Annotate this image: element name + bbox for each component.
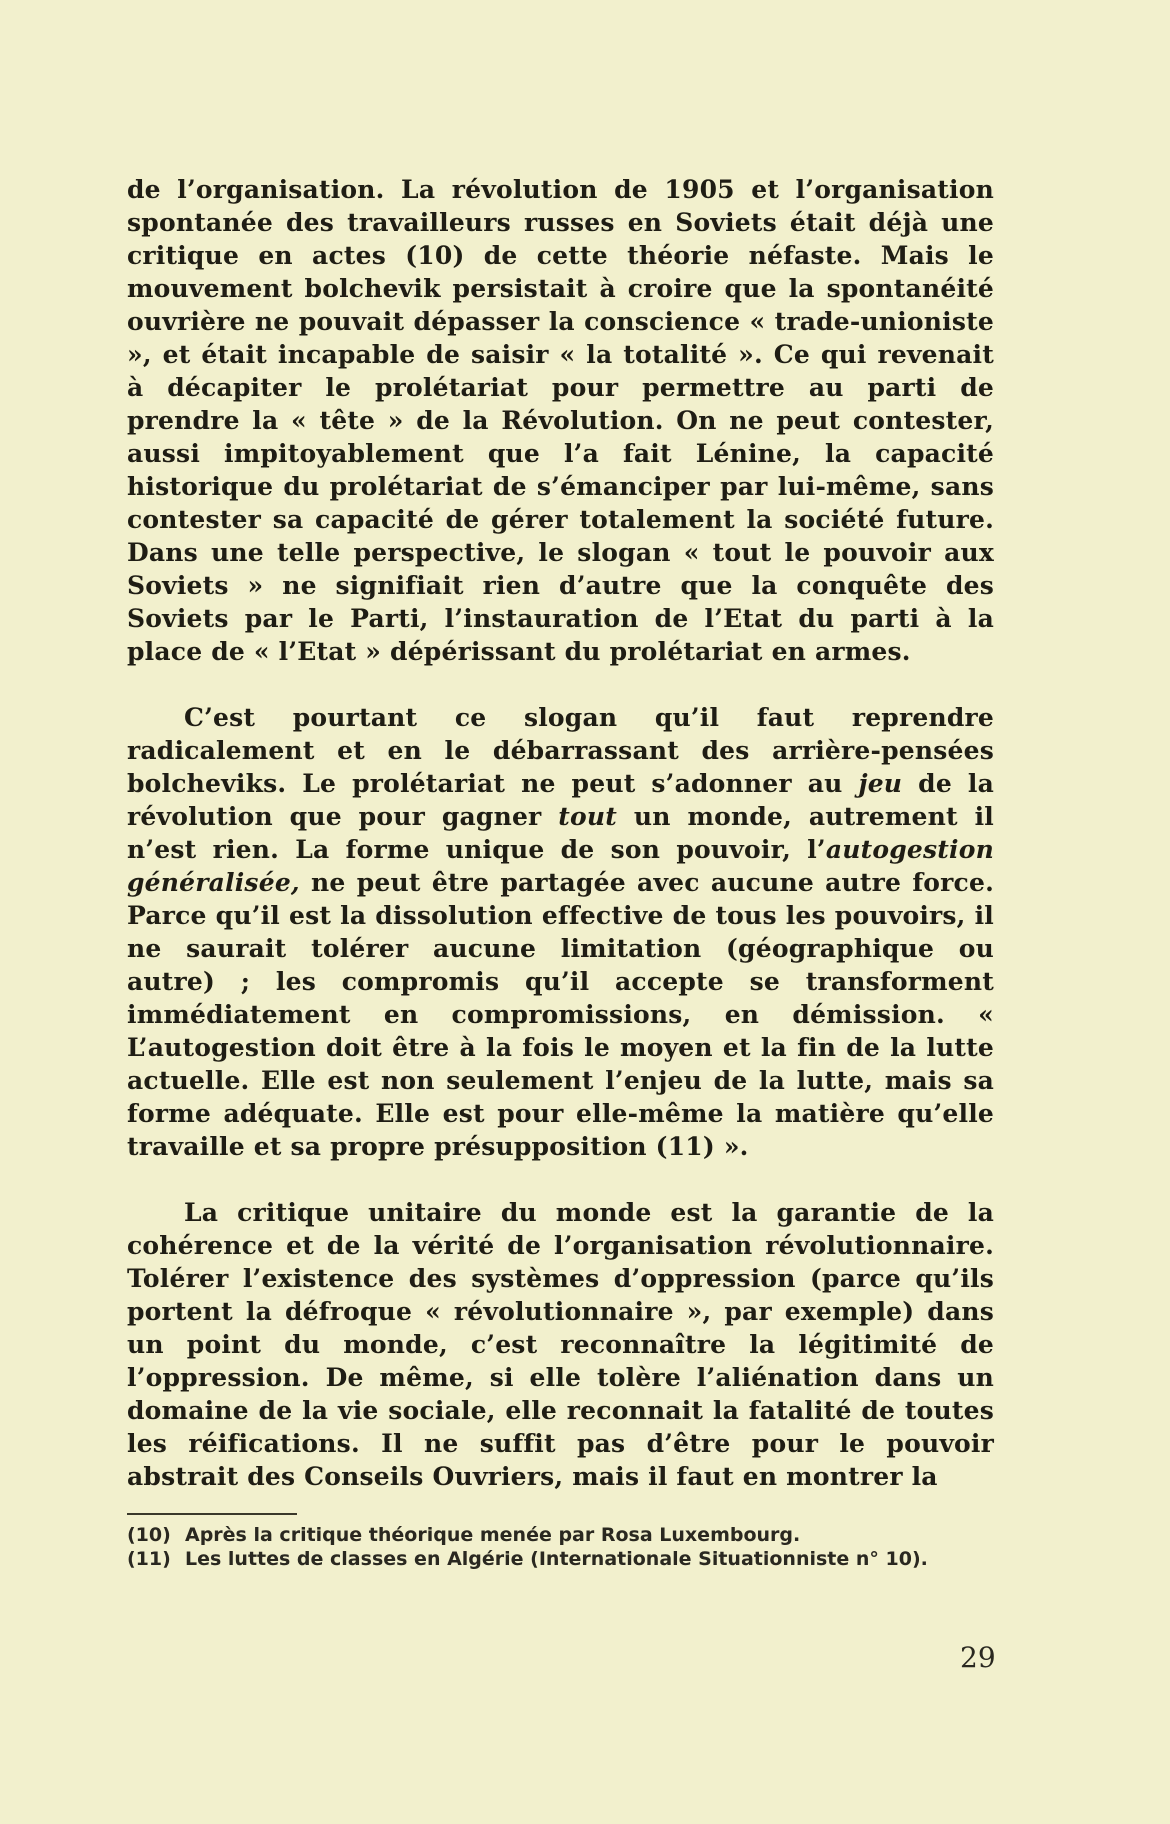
footnote-text: Après la critique théorique menée par Rosa Luxembourg. (185, 1524, 801, 1546)
footnote (127, 1547, 994, 1571)
footnote-divider (127, 1513, 297, 1515)
footnote-number: (10) (127, 1524, 171, 1546)
footnote-number: (11) (127, 1548, 171, 1570)
italic-run: autogestion généralisée, (127, 835, 994, 897)
body-text (127, 173, 994, 1493)
paragraph (127, 1196, 994, 1493)
footnote-text: Les luttes de classes en Algérie (Internationale Situationniste n° 10). (185, 1548, 928, 1570)
paragraph (127, 701, 994, 1163)
text-run: de l’organisation. La révolution de 1905 et l’organisation spontanée des travailleurs russes en Soviets était déjà une critique en actes (10) de cette théorie néfaste. Mais le mouvement bolchevik persistait à croire que la spontanéité ouvrière ne pouvait dépasser la conscience « trade-unioniste », et était incapable de saisir « la totalité ». Ce qui revenait à décapiter le prolétariat pour permettre au parti de prendre la « tête » de la Révolution. On ne peut contester, aussi impitoyablement que l’a fait Lénine, la capacité historique du prolétariat de s’émanciper par lui-même, sans contester sa capacité de gérer totalement la société future. Dans une telle perspective, le slogan « tout le pouvoir aux Soviets » ne signifiait rien d’autre que la conquête des Soviets par le Parti, l’instauration de l’Etat du parti à la place de « l’Etat » dépérissant du prolétariat en armes. (127, 175, 994, 666)
text-run: ne peut être partagée avec aucune autre force. Parce qu’il est la dissolution effective de tous les pouvoirs, il ne saurait tolérer aucune limitation (géographique ou autre) ; les compromis qu’il accepte se transforment immédiatement en compromissions, en démission. « L’autogestion doit être à la fois le moyen et la fin de la lutte actuelle. Elle est non seulement l’enjeu de la lutte, mais sa forme adéquate. Elle est pour elle-même la matière qu’elle travaille et sa propre présupposition (11) ». (127, 868, 994, 1161)
text-run: La critique unitaire du monde est la garantie de la cohérence et de la vérité de l’organisation révolutionnaire. Tolérer l’existence des systèmes d’oppression (parce qu’ils portent la défroque « révolutionnaire », par exemple) dans un point du monde, c’est reconnaître la légitimité de l’oppression. De même, si elle tolère l’aliénation dans un domaine de la vie sociale, elle reconnait la fatalité de toutes les réifications. Il ne suffit pas d’être pour le pouvoir abstrait des Conseils Ouvriers, mais il faut en montrer la (127, 1198, 994, 1491)
text-run: de la révolution que pour gagner (127, 769, 994, 831)
italic-run: tout (558, 802, 618, 831)
paragraph (127, 173, 994, 668)
text-run: C’est pourtant ce slogan qu’il faut reprendre radicalement et en le débarrassant des arrière-pensées bolcheviks. Le prolétariat ne peut s’adonner au (127, 703, 994, 798)
page-number: 29 (960, 1641, 996, 1674)
footnotes (127, 1523, 994, 1571)
text-run: un monde, autrement il n’est rien. La forme unique de son pouvoir, l’ (127, 802, 994, 864)
italic-run: jeu (858, 769, 903, 798)
footnote (127, 1523, 994, 1547)
